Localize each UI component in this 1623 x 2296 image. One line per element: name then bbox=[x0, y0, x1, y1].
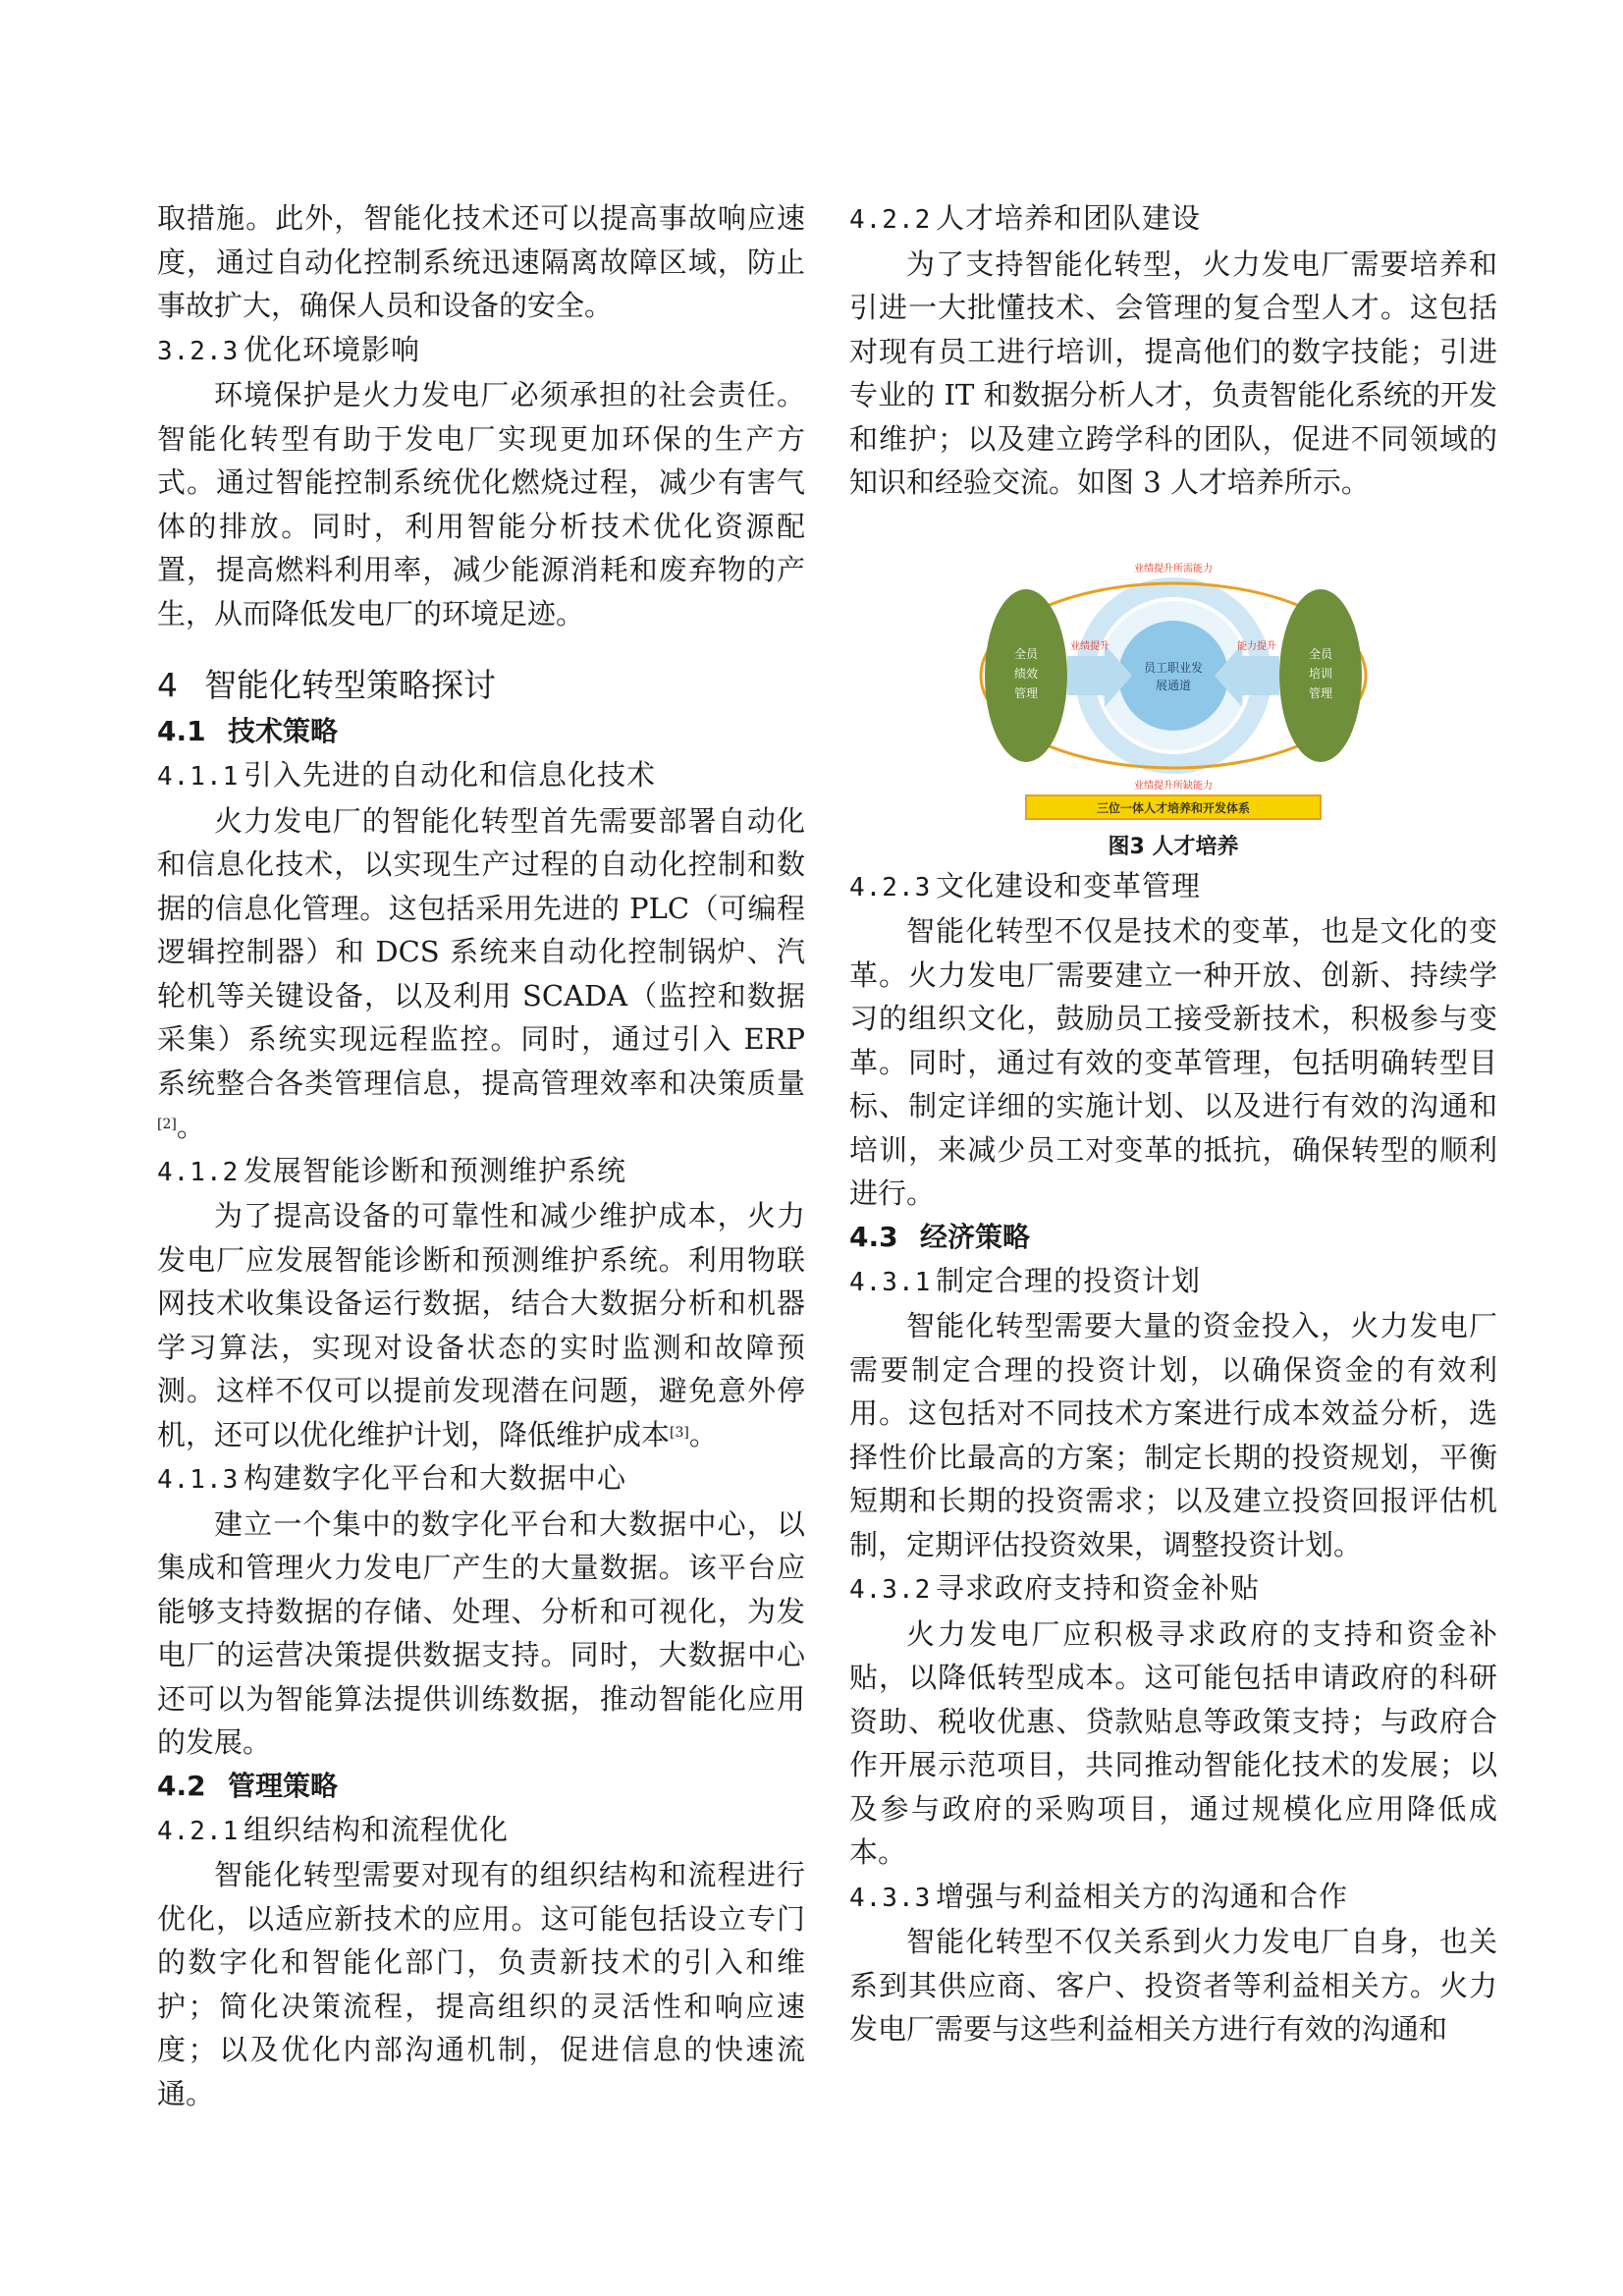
section-number: 4.2.3 bbox=[849, 872, 932, 902]
heading-4-1-3 bbox=[157, 1456, 805, 1503]
paragraph-4-3-1: 智能化转型需要大量的资金投入，火力发电厂需要制定合理的投资计划，以确保资金的有效利用。这包括对不同技术方案进行成本效益分析，选择性价比最高的方案；制定长期的投资规划，平衡短期和长期的投资需求；以及建立投资回报评估机制，定期评估投资效果，调整投资计划。 bbox=[849, 1309, 1497, 1561]
heading-4-1 bbox=[157, 710, 805, 753]
center-label-line-2: 展通道 bbox=[1155, 678, 1192, 692]
paragraph-4-1-2 bbox=[157, 1194, 805, 1456]
paragraph-4-2-3: 智能化转型不仅是技术的变革，也是文化的变革。火力发电厂需要建立一种开放、创新、持续学习的组织文化，鼓励员工接受新技术，积极参与变革。同时，通过有效的变革管理，包括明确转型目标、制定详细的实施计划、以及进行有效的沟通和培训，来减少员工对变革的抵抗，确保转型的顺利进行。 bbox=[849, 914, 1497, 1210]
citation-ref: [2] bbox=[157, 1117, 177, 1132]
left-arrow-label: 业绩提升 bbox=[1070, 640, 1109, 652]
section-number: 4.1.1 bbox=[157, 762, 240, 792]
heading-4-3-3 bbox=[849, 1875, 1497, 1921]
section-number: 4.3.2 bbox=[849, 1575, 932, 1605]
paragraph-4-3-2: 火力发电厂应积极寻求政府的支持和资金补贴，以降低转型成本。这可能包括申请政府的科研资助、税收优惠、贷款贴息等政策支持；与政府合作开展示范项目，共同推动智能化技术的发展；以及参与政府的采购项目，通过规模化应用降低成本。 bbox=[849, 1616, 1497, 1869]
heading-4-1-2 bbox=[157, 1149, 805, 1195]
section-number: 4.1.2 bbox=[157, 1157, 240, 1187]
center-label-line-1: 员工职业发 bbox=[1143, 660, 1204, 675]
heading-3-2-3 bbox=[157, 328, 805, 374]
center-blue-circle bbox=[1118, 621, 1228, 731]
section-title: 技术策略 bbox=[228, 715, 339, 747]
paragraph-4-2-2: 为了支持智能化转型，火力发电厂需要培养和引进一大批懂技术、会管理的复合型人才。这包括对现有员工进行培训，提高他们的数字技能；引进专业的 IT 和数据分析人才，负责智能化系统的开发和维护；以及建立跨学科的团队，促进不同领域的知识和经验交流。如图 3 人才培养所示。 bbox=[849, 246, 1497, 499]
top-label: 业绩提升所需能力 bbox=[1134, 563, 1213, 574]
heading-4-2-1 bbox=[157, 1808, 805, 1854]
paragraph-3-2-3: 环境保护是火力发电厂必须承担的社会责任。智能化转型有助于发电厂实现更加环保的生产方式。通过智能控制系统优化燃烧过程，减少有害气体的排放。同时，利用智能分析技术优化资源配置，提高燃料利用率，减少能源消耗和废弃物的产生，从而降低发电厂的环境足迹。 bbox=[157, 378, 805, 630]
section-number: 3.2.3 bbox=[157, 336, 240, 366]
paragraph-4-2-1: 智能化转型需要对现有的组织结构和流程进行优化，以适应新技术的应用。这可能包括设立专门的数字化和智能化部门，负责新技术的引入和维护；简化决策流程，提高组织的灵活性和响应速度；以及优化内部沟通机制，促进信息的快速流通。 bbox=[157, 1858, 805, 2110]
bottom-label: 业绩提升所缺能力 bbox=[1134, 780, 1213, 792]
right-label-line-3: 管理 bbox=[1308, 685, 1333, 700]
left-label-line-2: 绩效 bbox=[1013, 666, 1039, 681]
paragraph-end: 。 bbox=[688, 1417, 718, 1451]
citation-ref: [3] bbox=[670, 1424, 689, 1441]
heading-4-1-1 bbox=[157, 753, 805, 799]
figure-talent-training bbox=[849, 538, 1497, 864]
figure-caption: 图3 人才培养 bbox=[1108, 834, 1239, 859]
right-arrow-label: 能力提升 bbox=[1237, 640, 1276, 652]
paragraph-4-3-3: 智能化转型不仅关系到火力发电厂自身，也关系到其供应商、客户、投资者等利益相关方。火力发电厂需要与这些利益相关方进行有效的沟通和 bbox=[849, 1925, 1497, 2046]
section-title: 优化环境影响 bbox=[243, 332, 421, 366]
paragraph-intro: 取措施。此外，智能化技术还可以提高事故响应速度，通过自动化控制系统迅速隔离故障区域，防止事故扩大，确保人员和设备的安全。 bbox=[157, 201, 805, 322]
section-title: 人才培养和团队建设 bbox=[936, 201, 1202, 235]
right-label-line-2: 培训 bbox=[1308, 666, 1333, 681]
heading-4-2 bbox=[157, 1765, 805, 1808]
section-number: 4.2.1 bbox=[157, 1816, 240, 1846]
paragraph-text: 为了提高设备的可靠性和减少维护成本，火力发电厂应发展智能诊断和预测维护系统。利用物联网技术收集设备运行数据，结合大数据分析和机器学习算法，实现对设备状态的实时监测和故障预测。这样不仅可以提前发现潜在问题，避免意外停机，还可以优化维护计划，降低维护成本 bbox=[157, 1199, 805, 1451]
heading-4-3-1 bbox=[849, 1259, 1497, 1305]
section-title: 增强与利益相关方的沟通和合作 bbox=[936, 1879, 1349, 1913]
left-label-line-1: 全员 bbox=[1013, 646, 1039, 661]
section-title: 发展智能诊断和预测维护系统 bbox=[243, 1153, 627, 1187]
section-number: 4.3.3 bbox=[849, 1883, 932, 1913]
section-number: 4.3 bbox=[849, 1220, 898, 1253]
section-title: 引入先进的自动化和信息化技术 bbox=[243, 758, 657, 792]
section-title: 构建数字化平台和大数据中心 bbox=[243, 1461, 627, 1495]
banner-text: 三位一体人才培养和开发体系 bbox=[1096, 800, 1251, 815]
heading-4-2-3 bbox=[849, 864, 1497, 910]
heading-4-2-2 bbox=[849, 196, 1497, 243]
section-title: 管理策略 bbox=[228, 1769, 339, 1802]
heading-4-3-2 bbox=[849, 1566, 1497, 1613]
paragraph-4-1-3: 建立一个集中的数字化平台和大数据中心，以集成和管理火力发电厂产生的大量数据。该平台应能够支持数据的存储、处理、分析和可视化，为发电厂的运营决策提供数据支持。同时，大数据中心还可以为智能算法提供训练数据，推动智能化应用的发展。 bbox=[157, 1506, 805, 1759]
section-number: 4 bbox=[157, 666, 178, 704]
paragraph-4-1-1 bbox=[157, 799, 805, 1149]
section-title: 文化建设和变革管理 bbox=[936, 868, 1202, 902]
right-column bbox=[849, 196, 1497, 2051]
section-title: 组织结构和流程优化 bbox=[243, 1812, 510, 1846]
section-number: 4.2.2 bbox=[849, 205, 932, 235]
section-number: 4.2 bbox=[157, 1769, 206, 1802]
section-number: 4.1 bbox=[157, 715, 206, 747]
section-number: 4.3.1 bbox=[849, 1267, 932, 1297]
paragraph-end: 。 bbox=[176, 1110, 205, 1143]
left-column bbox=[157, 196, 805, 2115]
left-label-line-3: 管理 bbox=[1013, 685, 1039, 700]
talent-diagram bbox=[967, 538, 1380, 823]
section-title: 智能化转型策略探讨 bbox=[204, 666, 496, 704]
heading-4-3 bbox=[849, 1216, 1497, 1259]
right-label-line-1: 全员 bbox=[1308, 646, 1333, 661]
heading-4 bbox=[157, 661, 805, 710]
section-number: 4.1.3 bbox=[157, 1465, 240, 1495]
section-title: 制定合理的投资计划 bbox=[936, 1263, 1202, 1297]
paragraph-text: 火力发电厂的智能化转型首先需要部署自动化和信息化技术，以实现生产过程的自动化控制和数据的信息化管理。这包括采用先进的 PLC（可编程逻辑控制器）和 DCS 系统来自动化控制锅炉、汽轮机等关键设备，以及利用 SCADA（监控和数据采集）系统实现远程监控。同时，通过引入 ERP 系统整合各类管理信息，提高管理效率和决策质量 bbox=[157, 803, 805, 1100]
section-title: 经济策略 bbox=[920, 1220, 1031, 1253]
section-title: 寻求政府支持和资金补贴 bbox=[936, 1571, 1261, 1605]
